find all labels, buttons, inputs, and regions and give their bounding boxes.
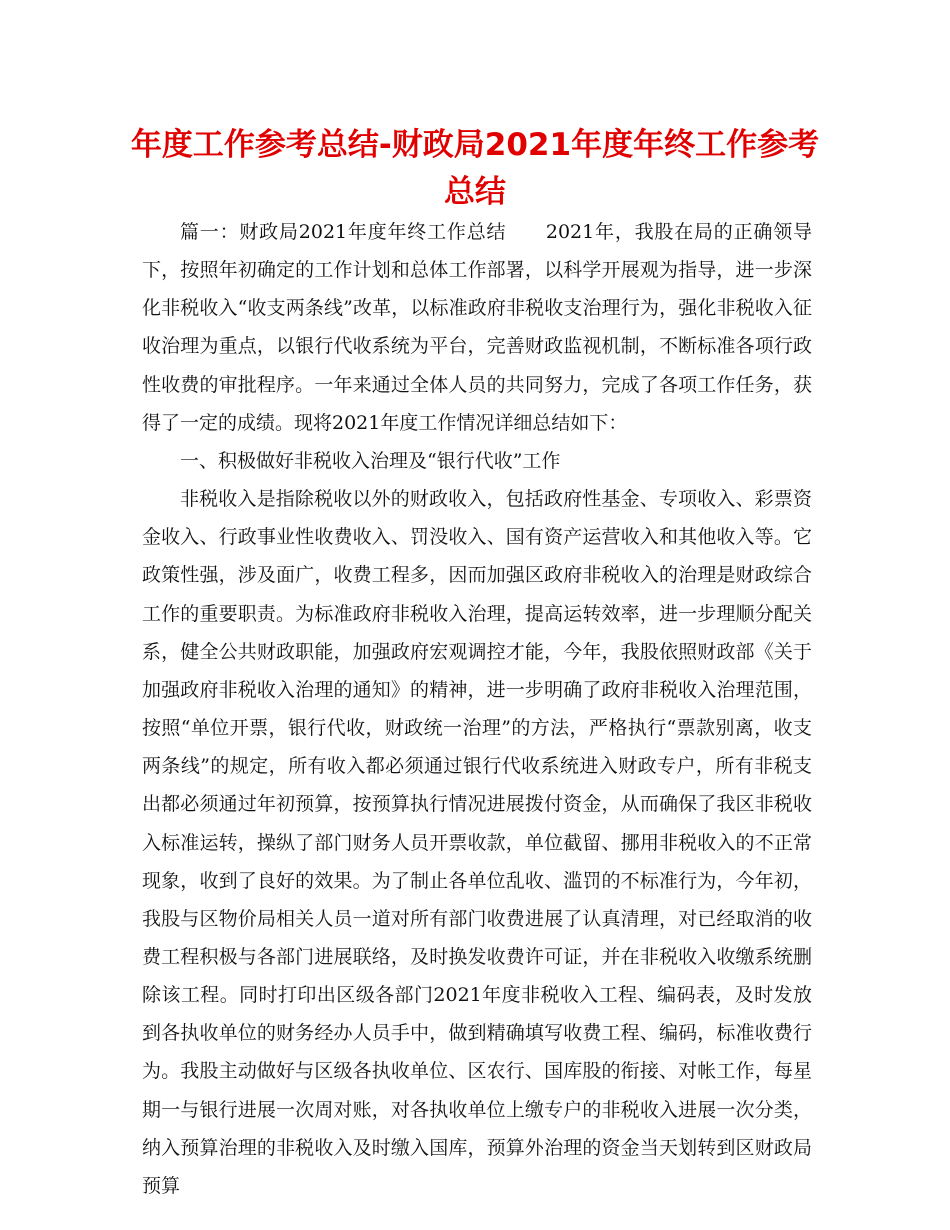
document-body — [142, 213, 812, 1205]
section-heading: 一、积极做好非税收入治理及“银行代收”工作 — [180, 449, 561, 472]
intro-paragraph: 篇一：财政局2021年度年终工作总结 2021年，我股在局的正确领导下，按照年初确定的工作计划和总体工作部署，以科学开展观为指导，进一步深化非税收入“收支两条线”改革，以标准政府非税收支治理行为，强化非税收入征收治理为重点，以银行代收系统为平台，完善财政监视机制，不断标准各项行政性收费的审批程序。一年来通过全体人员的共同努力，完成了各项工作任务，获得了一定的成绩。现将2021年度工作情况详细总结如下： — [142, 221, 812, 434]
body-paragraph: 非税收入是指除税收以外的财政收入，包括政府性基金、专项收入、彩票资金收入、行政事业性收费收入、罚没收入、国有资产运营收入和其他收入等。它政策性强，涉及面广，收费工程多，因而加强区政府非税收入的治理是财政综合工作的重要职责。为标准政府非税收入治理，提高运转效率，进一步理顺分配关系，健全公共财政职能，加强政府宏观调控才能，今年，我股依照财政部《关于加强政府非税收入治理的通知》的精神，进一步明确了政府非税收入治理范围，按照“单位开票，银行代收，财政统一治理”的方法，严格执行“票款别离，收支两条线”的规定，所有收入都必须通过银行代收系统进入财政专户，所有非税支出都必须通过年初预算，按预算执行情况进展拨付资金，从而确保了我区非税收入标准运转，操纵了部门财务人员开票收款，单位截留、挪用非税收入的不正常现象，收到了良好的效果。为了制止各单位乱收、滥罚的不标准行为，今年初，我股与区物价局相关人员一道对所有部门收费进展了认真清理，对已经取消的收费工程积极与各部门进展联络，及时换发收费许可证，并在非税收入收缴系统删除该工程。同时打印出区级各部门2021年度非税收入工程、编码表，及时发放到各执收单位的财务经办人员手中，做到精确填写收费工程、编码，标准收费行为。我股主动做好与区级各执收单位、区农行、国库股的衔接、对帐工作，每星期一与银行进展一次周对账，对各执收单位上缴专户的非税收入进展一次分类，纳入预算治理的非税收入及时缴入国库，预算外治理的资金当天划转到区财政局预算 — [142, 488, 812, 1197]
document-title: 年度工作参考总结-财政局2021年度年终工作参考总结 — [130, 127, 820, 210]
